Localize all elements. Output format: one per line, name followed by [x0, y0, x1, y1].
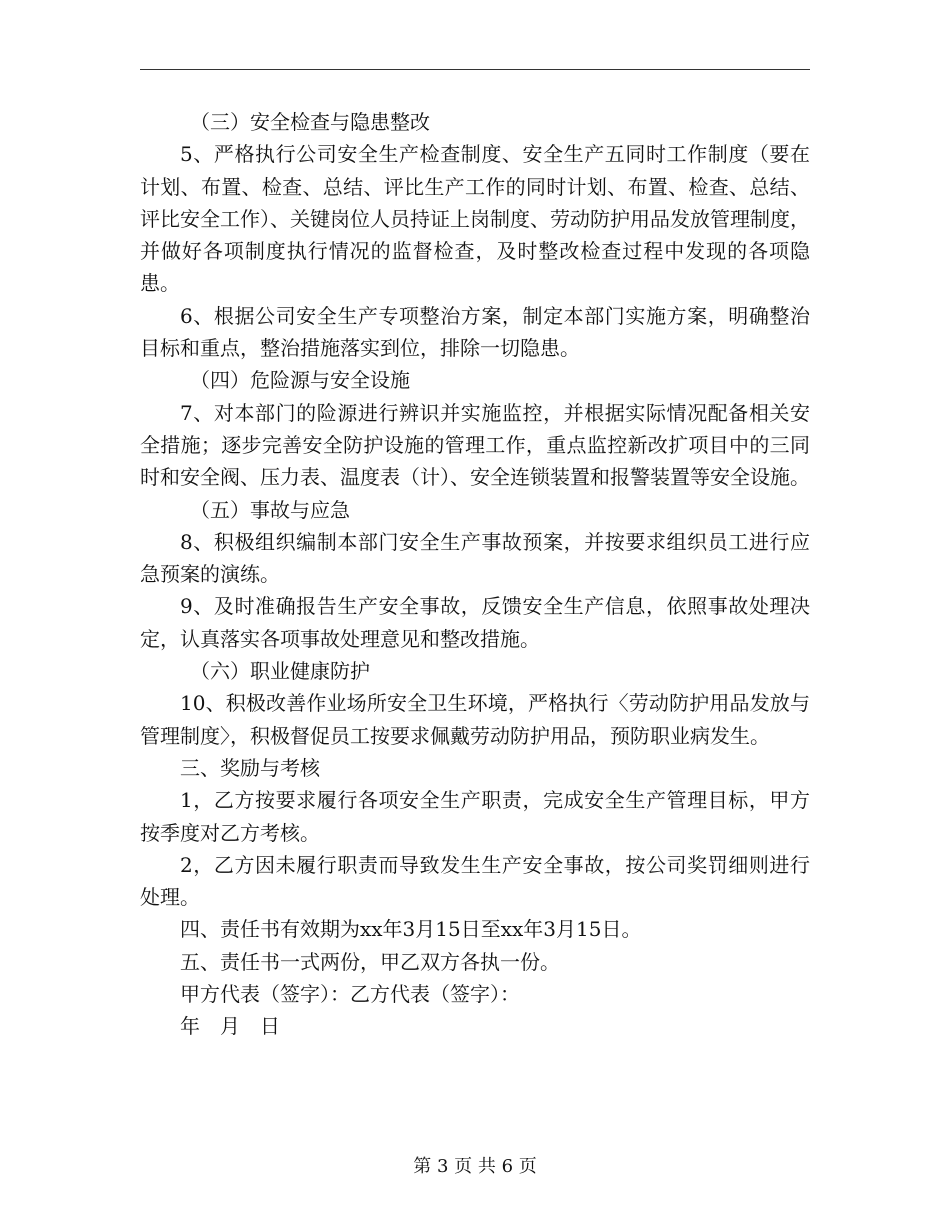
clause-7: 7、对本部门的险源进行辨识并实施监控，并根据实际情况配备相关安全措施；逐步完善安全防护设施的管理工作，重点监控新改扩项目中的三同时和安全阀、压力表、温度表（计）、安全连锁装置和报警装置等安全设施。	[140, 400, 810, 490]
reward-heading: 三、奖励与考核	[180, 755, 320, 780]
page-number: 第 3 页 共 6 页	[413, 1156, 537, 1177]
clause-8: 8、积极组织编制本部门安全生产事故预案，并按要求组织员工进行应急预案的演练。	[140, 529, 810, 587]
reward-item-1: 1，乙方按要求履行各项安全生产职责，完成安全生产管理目标，甲方按季度对乙方考核。	[140, 788, 810, 845]
section-heading-3: （三）安全检查与隐患整改	[190, 110, 430, 134]
clause-5: 5、严格执行公司安全生产检查制度、安全生产五同时工作制度（要在计划、布置、检查、总结、评比生产工作的同时计划、布置、检查、总结、评比安全工作）、关键岗位人员持证上岗制度、劳动防护用品发放管理制度，并做好各项制度执行情况的监督检查，及时整改检查过程中发现的各项隐患。	[140, 142, 810, 296]
header-rule	[140, 69, 810, 70]
date-line: 年 月 日	[180, 1014, 280, 1039]
document-body	[140, 106, 810, 1043]
signature-line: 甲方代表（签字）：乙方代表（签字）：	[180, 982, 520, 1007]
clause-9: 9、及时准确报告生产安全事故，反馈安全生产信息，依照事故处理决定，认真落实各项事故处理意见和整改措施。	[140, 594, 810, 651]
clause-10: 10、积极改善作业场所安全卫生环境，严格执行〈劳动防护用品发放与管理制度〉，积极督促员工按要求佩戴劳动防护用品，预防职业病发生。	[140, 691, 810, 748]
section-heading-4: （四）危险源与安全设施	[190, 368, 410, 393]
copies-clause: 五、责任书一式两份，甲乙双方各执一份。	[180, 949, 560, 974]
section-heading-5: （五）事故与应急	[190, 497, 350, 522]
reward-item-2: 2，乙方因未履行职责而导致发生生产安全事故，按公司奖罚细则进行处理。	[140, 852, 810, 910]
section-heading-6: （六）职业健康防护	[190, 659, 370, 684]
clause-6: 6、根据公司安全生产专项整治方案，制定本部门实施方案，明确整治目标和重点，整治措施落实到位，排除一切隐患。	[140, 303, 810, 361]
validity-clause: 四、责任书有效期为xx年3月15日至xx年3月15日。	[180, 917, 642, 942]
